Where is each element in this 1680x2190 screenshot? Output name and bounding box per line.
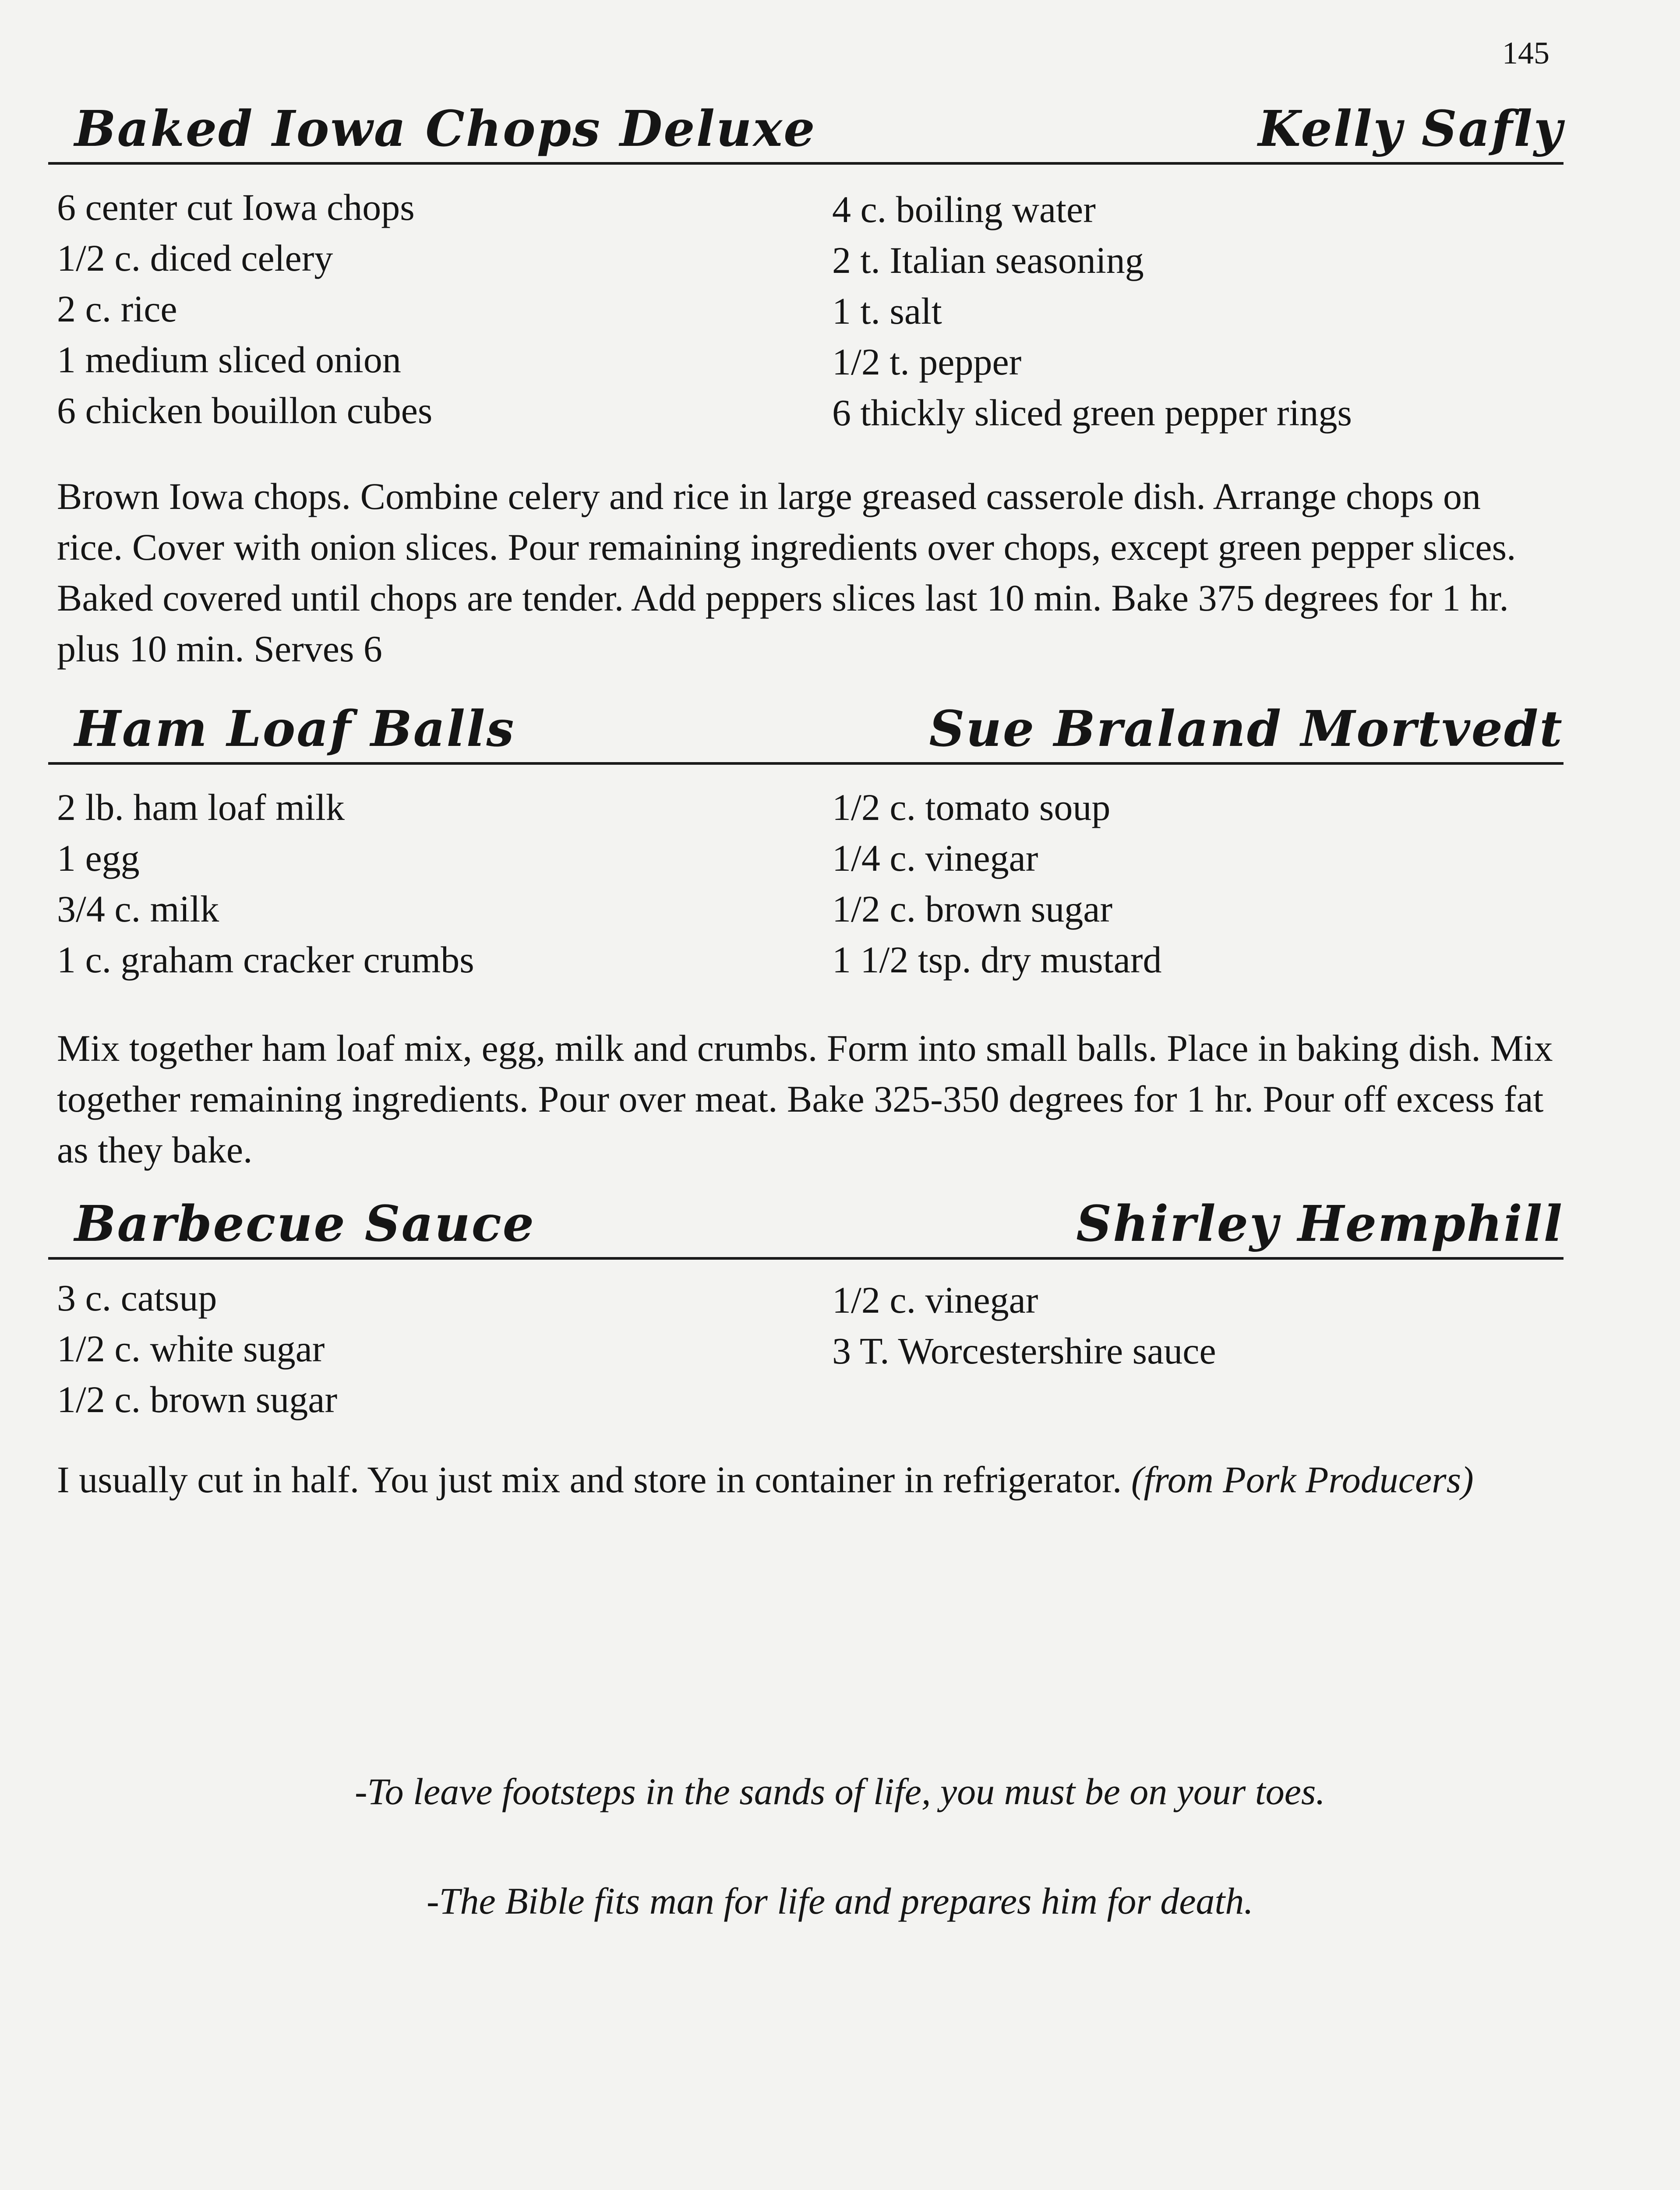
ingredients-left bbox=[57, 182, 432, 436]
ingredients-left bbox=[57, 1272, 337, 1425]
recipe-directions: Mix together ham loaf mix, egg, milk and crumbs. Form into small balls. Place in baking dish. Mix together remaining ingredients. Pour over meat. Bake 325-350 degrees for 1 hr. Pour off excess fat as they bake. bbox=[57, 1027, 1553, 1171]
ingredient: 2 lb. ham loaf milk bbox=[57, 786, 345, 828]
ingredient: 2 c. rice bbox=[57, 288, 177, 330]
recipe-directions: Brown Iowa chops. Combine celery and rice in large greased casserole dish. Arrange chops on rice. Cover with onion slices. Pour remaining ingredients over chops, except green pepper slices. Baked covered until chops are tender. Add peppers slices last 10 min. Bake 375 degrees for 1 hr. plus 10 min. Serves 6 bbox=[57, 475, 1516, 670]
recipe-title: Barbecue Sauce bbox=[74, 1195, 536, 1253]
directions-text: I usually cut in half. You just mix and store in container in refrigerator. bbox=[57, 1459, 1122, 1501]
ingredient: 6 thickly sliced green pepper rings bbox=[832, 392, 1352, 434]
ingredient: 1/2 c. brown sugar bbox=[57, 1378, 338, 1420]
recipe-author: Kelly Safly bbox=[1258, 100, 1564, 158]
quote: -The Bible fits man for life and prepares him for death. bbox=[427, 1880, 1253, 1922]
ingredient: 1 t. salt bbox=[832, 290, 942, 332]
ingredient: 1 c. graham cracker crumbs bbox=[57, 939, 474, 981]
ingredient: 1/2 t. pepper bbox=[832, 341, 1022, 383]
recipe-title: Ham Loaf Balls bbox=[74, 700, 515, 758]
ingredients-left bbox=[57, 782, 474, 985]
page-number: 145 bbox=[1502, 35, 1549, 71]
ingredient: 1 1/2 tsp. dry mustard bbox=[832, 939, 1162, 981]
ingredient: 1/4 c. vinegar bbox=[832, 837, 1038, 879]
recipe-title: Baked Iowa Chops Deluxe bbox=[74, 100, 816, 158]
ingredient: 1 medium sliced onion bbox=[57, 339, 401, 381]
ingredient: 1 egg bbox=[57, 837, 140, 879]
recipe-author: Sue Braland Mortvedt bbox=[929, 700, 1564, 758]
ingredient: 6 chicken bouillon cubes bbox=[57, 389, 433, 431]
ingredients-right bbox=[832, 184, 1352, 438]
ingredient: 1/2 c. white sugar bbox=[57, 1328, 325, 1370]
ingredients-right bbox=[832, 1275, 1216, 1376]
recipe-header bbox=[48, 1191, 1564, 1260]
ingredient: 3 c. catsup bbox=[57, 1277, 217, 1319]
source-note: (from Pork Producers) bbox=[1131, 1459, 1474, 1501]
recipe-author: Shirley Hemphill bbox=[1076, 1195, 1564, 1253]
ingredient: 1/2 c. tomato soup bbox=[832, 786, 1111, 828]
ingredients-right bbox=[832, 782, 1161, 985]
quote: -To leave footsteps in the sands of life, you must be on your toes. bbox=[355, 1770, 1325, 1812]
ingredient: 1/2 c. vinegar bbox=[832, 1279, 1038, 1321]
recipe-directions bbox=[57, 1454, 1555, 1505]
ingredient: 3/4 c. milk bbox=[57, 888, 219, 930]
ingredient: 6 center cut Iowa chops bbox=[57, 186, 415, 228]
ingredient: 1/2 c. brown sugar bbox=[832, 888, 1113, 930]
ingredient: 1/2 c. diced celery bbox=[57, 237, 333, 279]
recipe-header bbox=[48, 96, 1564, 165]
recipe-header bbox=[48, 696, 1564, 765]
ingredient: 3 T. Worcestershire sauce bbox=[832, 1330, 1216, 1372]
ingredient: 2 t. Italian seasoning bbox=[832, 239, 1144, 281]
ingredient: 4 c. boiling water bbox=[832, 188, 1096, 230]
